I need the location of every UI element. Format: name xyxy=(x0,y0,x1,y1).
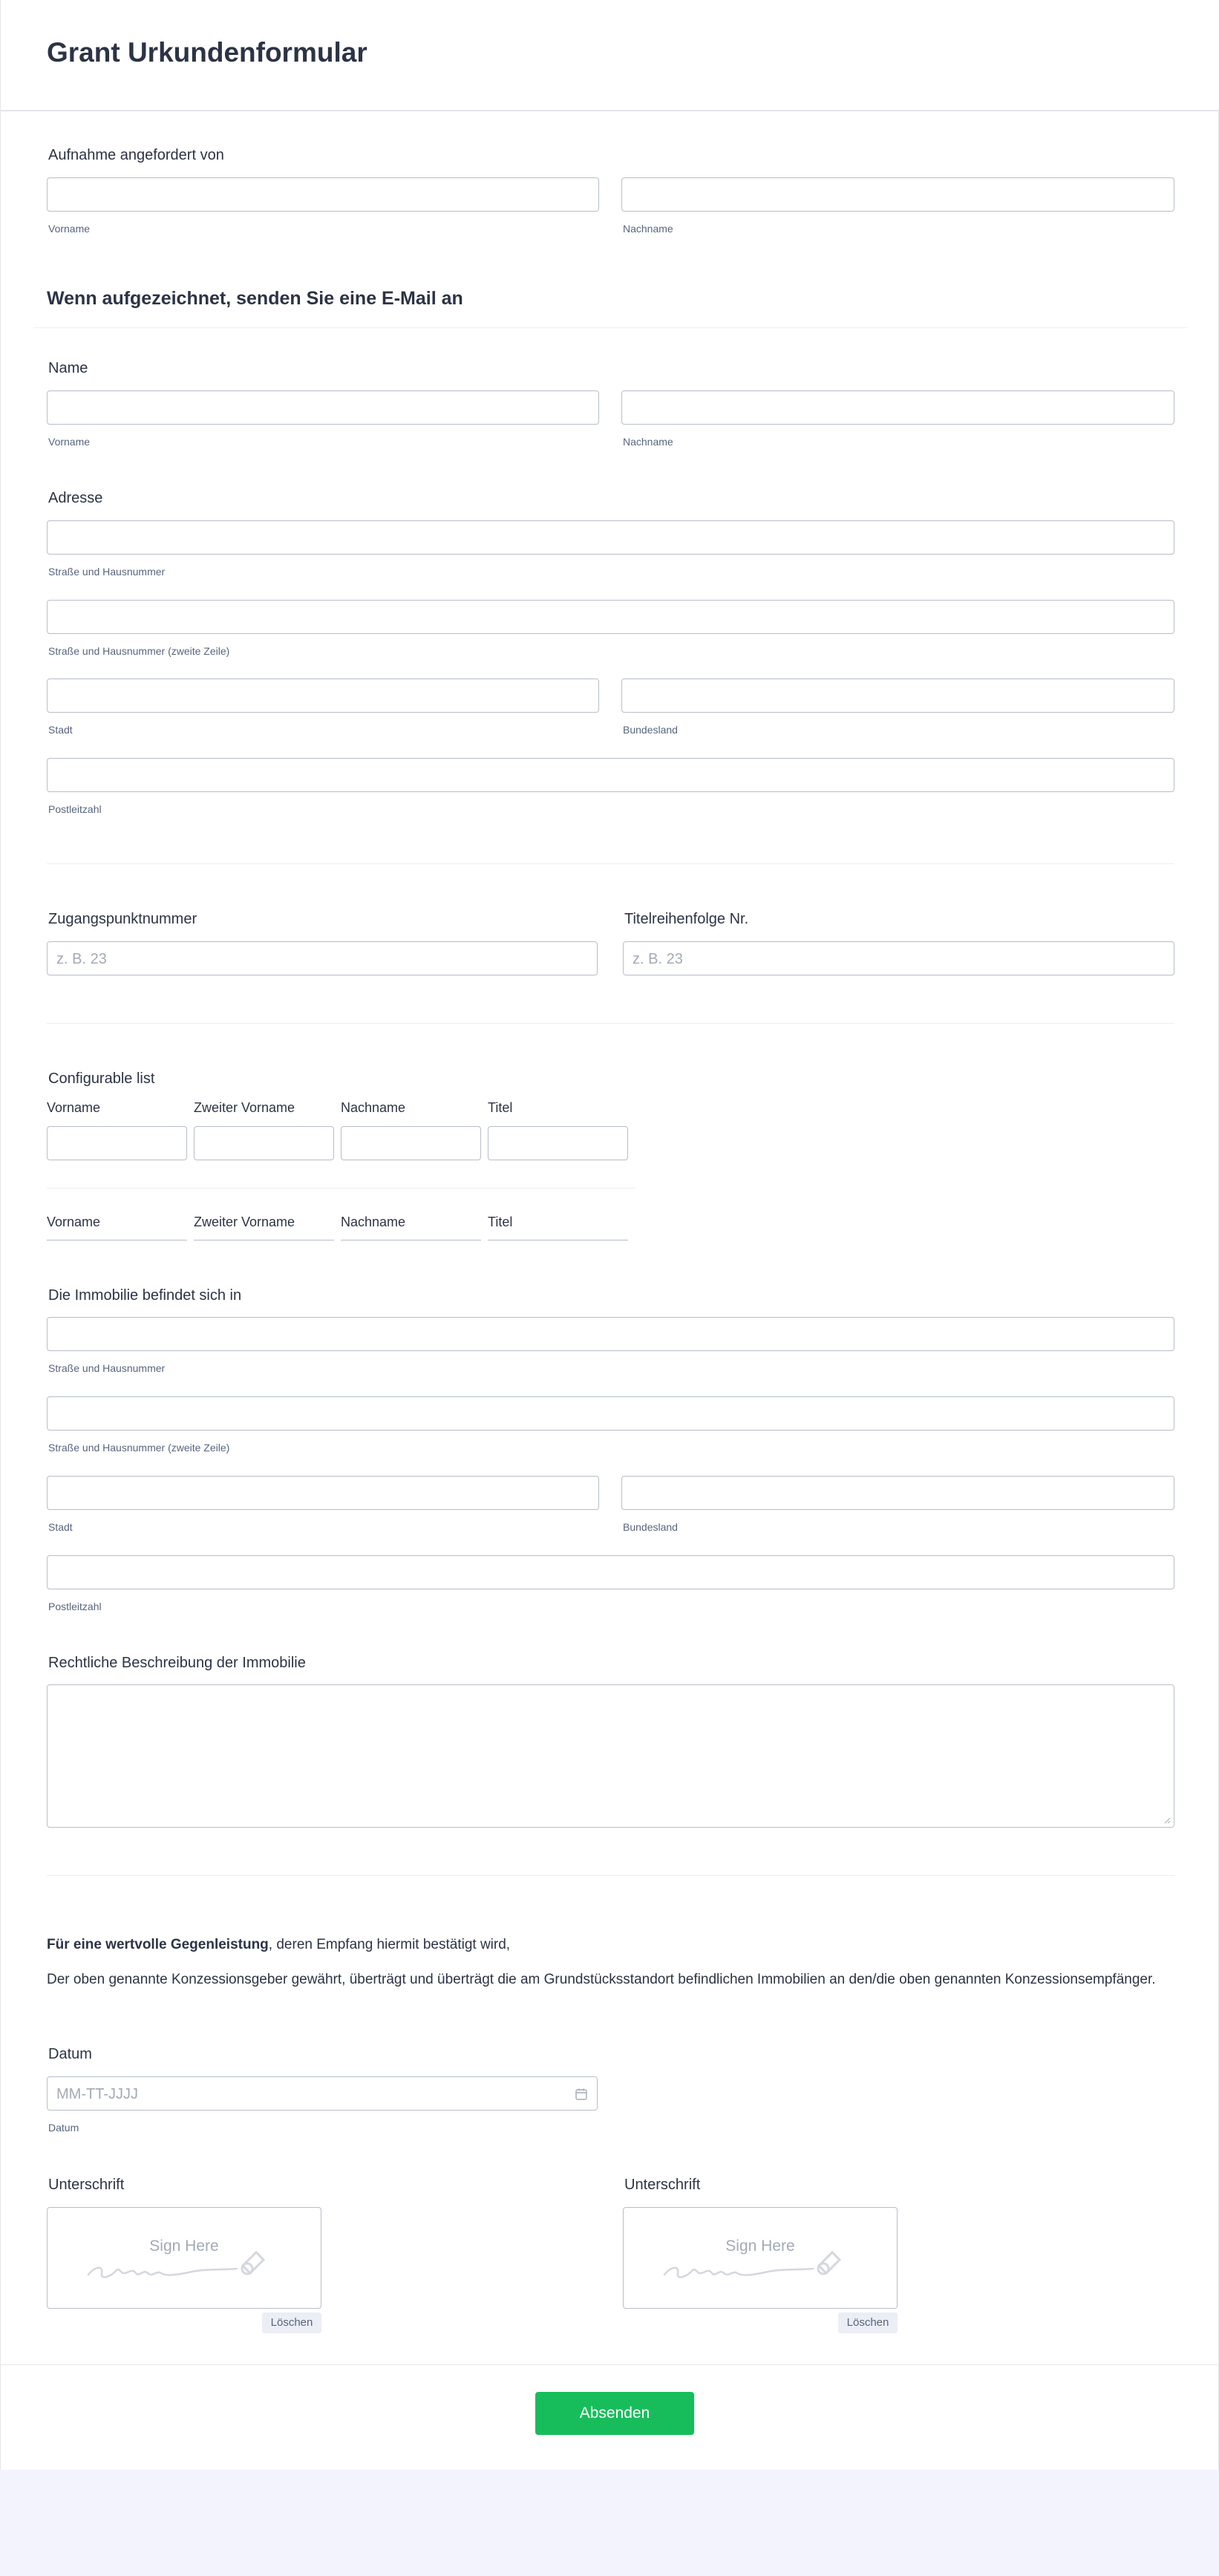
config-row1-title-input[interactable] xyxy=(488,1126,628,1160)
signature2-pad[interactable] xyxy=(623,2207,898,2309)
legal-description-label: Rechtliche Beschreibung der Immobilie xyxy=(48,1655,306,1671)
recording-last-name-sublabel: Nachname xyxy=(623,223,673,235)
date-placeholder: MM-TT-JJJJ xyxy=(56,2086,138,2102)
signature1-clear-button[interactable]: Löschen xyxy=(262,2312,321,2333)
title-order-input[interactable]: z. B. 23 xyxy=(623,941,1174,975)
first-name-sublabel: Vorname xyxy=(48,436,91,448)
signature1-label: Unterschrift xyxy=(48,2177,125,2193)
section-divider xyxy=(47,1023,1174,1024)
config-col-first-name: Vorname xyxy=(47,1100,101,1115)
address-state-sublabel: Bundesland xyxy=(623,724,678,736)
signature2-label: Unterschrift xyxy=(624,2177,701,2193)
config-col-middle-name: Zweiter Vorname xyxy=(194,1100,295,1115)
property-city-input[interactable] xyxy=(47,1476,599,1510)
date-sublabel: Datum xyxy=(48,2122,79,2134)
signature2-hint: Sign Here xyxy=(725,2237,795,2255)
consideration-text xyxy=(47,1937,510,1953)
address-city-input[interactable] xyxy=(47,679,599,713)
recording-last-name-input[interactable] xyxy=(621,177,1174,212)
consideration-rest: , deren Empfang hiermit bestätigt wird, xyxy=(268,1937,511,1952)
address-zip-input[interactable] xyxy=(47,758,1174,792)
property-city-sublabel: Stadt xyxy=(48,1521,73,1533)
resize-grip-icon[interactable] xyxy=(1163,1817,1171,1824)
config-row2-first-name-input[interactable]: Vorname xyxy=(47,1215,101,1229)
property-street-input[interactable] xyxy=(47,1317,1174,1351)
form-header xyxy=(1,0,1219,111)
signature1-hint: Sign Here xyxy=(149,2237,219,2255)
config-row-divider xyxy=(47,1188,636,1189)
section-divider xyxy=(33,327,1187,328)
submit-button[interactable]: Absenden xyxy=(535,2392,694,2435)
date-input[interactable] xyxy=(47,2076,598,2111)
date-label: Datum xyxy=(48,2046,92,2062)
address-state-input[interactable] xyxy=(621,679,1174,713)
property-street-sublabel: Straße und Hausnummer xyxy=(48,1362,166,1374)
config-list-label: Configurable list xyxy=(48,1070,155,1087)
legal-description-textarea[interactable] xyxy=(47,1684,1174,1828)
form-title: Grant Urkundenformular xyxy=(47,37,367,68)
property-state-input[interactable] xyxy=(621,1476,1174,1510)
recording-first-name-sublabel: Vorname xyxy=(48,223,91,235)
signature1-pad[interactable] xyxy=(47,2207,321,2309)
address-zip-sublabel: Postleitzahl xyxy=(48,803,102,815)
property-street2-sublabel: Straße und Hausnummer (zweite Zeile) xyxy=(48,1442,230,1454)
address-street2-input[interactable] xyxy=(47,600,1174,634)
config-row1-middle-name-input[interactable] xyxy=(194,1126,334,1160)
address-street-input[interactable] xyxy=(47,520,1174,555)
consideration-line2: Der oben genannte Konzessionsgeber gewährt, überträgt und überträgt die am Grundstücksstandort befindlichen Immobilien an den/die oben genannten Konzessionsempfänger. xyxy=(47,1972,1156,1987)
last-name-input[interactable] xyxy=(621,390,1174,425)
config-col-last-name: Nachname xyxy=(341,1100,406,1115)
config-row1-last-name-input[interactable] xyxy=(341,1126,481,1160)
name-label: Name xyxy=(48,360,88,376)
consideration-bold: Für eine wertvolle Gegenleistung xyxy=(47,1937,269,1952)
address-label: Adresse xyxy=(48,490,103,506)
recording-first-name-input[interactable] xyxy=(47,177,599,212)
address-street2-sublabel: Straße und Hausnummer (zweite Zeile) xyxy=(48,645,230,657)
signature2-clear-button[interactable]: Löschen xyxy=(838,2312,898,2333)
config-row2-last-name-input[interactable]: Nachname xyxy=(341,1215,406,1229)
property-state-sublabel: Bundesland xyxy=(623,1521,678,1533)
calendar-icon[interactable] xyxy=(575,2088,588,2101)
config-row2-middle-name-input[interactable]: Zweiter Vorname xyxy=(194,1215,295,1229)
mail-section-heading: Wenn aufgezeichnet, senden Sie eine E-Mail an xyxy=(47,288,463,309)
signature-scribble-icon xyxy=(657,2236,865,2288)
config-row2-title-input[interactable]: Titel xyxy=(488,1215,513,1229)
access-point-label: Zugangspunktnummer xyxy=(48,911,197,927)
first-name-input[interactable] xyxy=(47,390,599,425)
section-divider xyxy=(47,1875,1174,1876)
address-street-sublabel: Straße und Hausnummer xyxy=(48,566,166,578)
signature-scribble-icon xyxy=(81,2236,289,2288)
last-name-sublabel: Nachname xyxy=(623,436,673,448)
footer-divider xyxy=(1,2364,1219,2365)
title-order-label: Titelreihenfolge Nr. xyxy=(624,911,749,927)
property-zip-sublabel: Postleitzahl xyxy=(48,1601,102,1612)
property-street2-input[interactable] xyxy=(47,1396,1174,1431)
property-label: Die Immobilie befindet sich in xyxy=(48,1287,242,1304)
recording-label: Aufnahme angefordert von xyxy=(48,147,224,163)
section-divider xyxy=(47,863,1174,864)
address-city-sublabel: Stadt xyxy=(48,724,73,736)
config-col-title: Titel xyxy=(488,1100,513,1115)
property-zip-input[interactable] xyxy=(47,1555,1174,1589)
access-point-input[interactable]: z. B. 23 xyxy=(47,941,598,975)
config-row1-first-name-input[interactable] xyxy=(47,1126,187,1160)
